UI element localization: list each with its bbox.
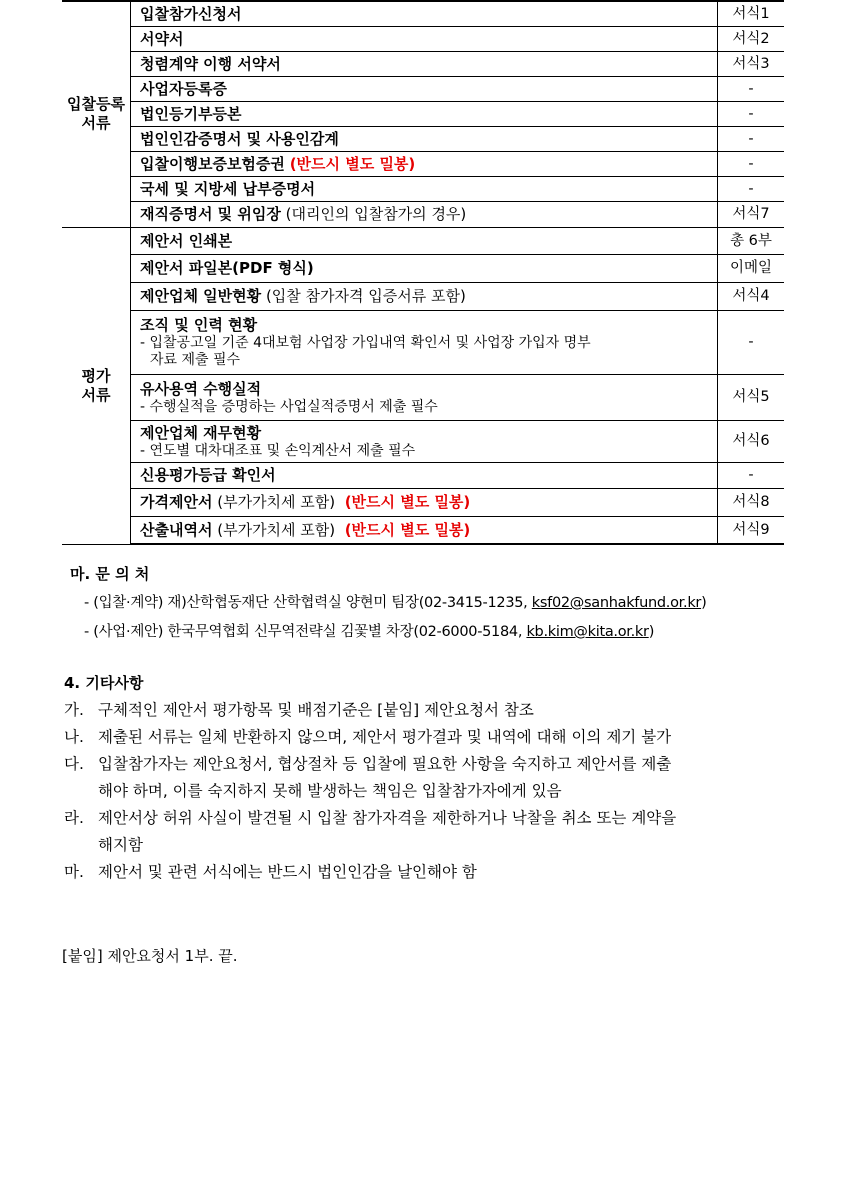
table-row: 서약서 <box>131 26 718 51</box>
form-ref: - <box>718 151 785 176</box>
list-item: 라. 제안서상 허위 사실이 발견될 시 입찰 참가자격을 제한하거나 낙찰을 취소 또는 계약을 해지함 <box>64 809 677 854</box>
list-item: 가. 구체적인 제안서 평가항목 및 배점기준은 [붙임] 제안요청서 참조 <box>64 701 534 719</box>
form-ref: 이메일 <box>718 254 785 282</box>
table-row: 청렴계약 이행 서약서 <box>131 51 718 76</box>
form-ref: 서식3 <box>718 51 785 76</box>
table-row: 사업자등록증 <box>131 76 718 101</box>
contact-line-business: - (사업·제안) 한국무역협회 신무역전략실 김꽃별 차장(02-6000-5184, kb.kim@kita.or.kr) <box>84 624 655 640</box>
contact-heading: 마. 문 의 처 <box>70 565 150 583</box>
table-row: 조직 및 인력 현황 - 입찰공고일 기준 4대보험 사업장 가입내역 확인서 및 사업장 가입자 명부 자료 제출 필수 <box>131 310 718 374</box>
sealed-note: (반드시 별도 밀봉) <box>344 520 471 539</box>
table-row: 제안서 인쇄본 <box>131 227 718 254</box>
table-row: 신용평가등급 확인서 <box>131 462 718 488</box>
table-row: 입찰참가신청서 <box>131 1 718 26</box>
table-row: 법인인감증명서 및 사용인감계 <box>131 126 718 151</box>
list-item: 다. 입찰참가자는 제안요청서, 협상절차 등 입찰에 필요한 사항을 숙지하고 제안서를 제출 해야 하며, 이를 숙지하지 못해 발생하는 책임은 입찰참가자에게 있음 <box>64 755 672 800</box>
table-row: 제안업체 재무현황 - 연도별 대차대조표 및 손익계산서 제출 필수 <box>131 420 718 462</box>
section-heading: 4. 기타사항 <box>64 674 144 692</box>
attachment-note: [붙임] 제안요청서 1부. 끝. <box>62 947 238 965</box>
table-row: 국세 및 지방세 납부증명서 <box>131 176 718 201</box>
table-row: 입찰이행보증보험증권 (반드시 별도 밀봉) <box>131 151 718 176</box>
sealed-note: (반드시 별도 밀봉) <box>344 493 471 511</box>
form-ref: 서식6 <box>718 420 785 462</box>
form-ref: - <box>718 76 785 101</box>
category-cell-evaluation: 평가 서류 <box>62 227 131 544</box>
form-ref: 서식8 <box>718 488 785 516</box>
form-ref: 서식7 <box>718 201 785 227</box>
document-table <box>62 0 784 545</box>
table-row: 법인등기부등본 <box>131 101 718 126</box>
category-cell-registration: 입찰등록 서류 <box>62 1 131 227</box>
sealed-note: (반드시 별도 밀봉) <box>289 154 416 173</box>
table-row: 가격제안서 (부가가치세 포함) (반드시 별도 밀봉) <box>131 488 718 516</box>
submission-table <box>62 0 784 545</box>
table-row: 유사용역 수행실적 - 수행실적을 증명하는 사업실적증명서 제출 필수 <box>131 374 718 420</box>
email-link[interactable]: ksf02@sanhakfund.or.kr <box>531 595 702 611</box>
table-row: 제안업체 일반현황 (입찰 참가자격 입증서류 포함) <box>131 282 718 310</box>
form-ref: - <box>718 101 785 126</box>
table-row: 산출내역서 (부가가치세 포함) (반드시 별도 밀봉) <box>131 516 718 544</box>
form-ref: - <box>718 126 785 151</box>
form-ref: - <box>718 462 785 488</box>
contact-line-bidding: - (입찰·계약) 재)산학협동재단 산학협력실 양현미 팀장(02-3415-1235, ksf02@sanhakfund.or.kr) <box>84 595 707 611</box>
form-ref: 서식1 <box>718 1 785 26</box>
form-ref: 총 6부 <box>718 227 785 254</box>
form-ref: 서식9 <box>718 516 785 544</box>
list-item: 마. 제안서 및 관련 서식에는 반드시 법인인감을 날인해야 함 <box>64 863 477 881</box>
form-ref: - <box>718 310 785 374</box>
form-ref: 서식5 <box>718 374 785 420</box>
table-row: 제안서 파일본(PDF 형식) <box>131 254 718 282</box>
form-ref: 서식4 <box>718 282 785 310</box>
email-link[interactable]: kb.kim@kita.or.kr <box>526 624 649 640</box>
list-item: 나. 제출된 서류는 일체 반환하지 않으며, 제안서 평가결과 및 내역에 대해 이의 제기 불가 <box>64 728 672 746</box>
table-row: 재직증명서 및 위임장 (대리인의 입찰참가의 경우) <box>131 201 718 227</box>
form-ref: - <box>718 176 785 201</box>
form-ref: 서식2 <box>718 26 785 51</box>
